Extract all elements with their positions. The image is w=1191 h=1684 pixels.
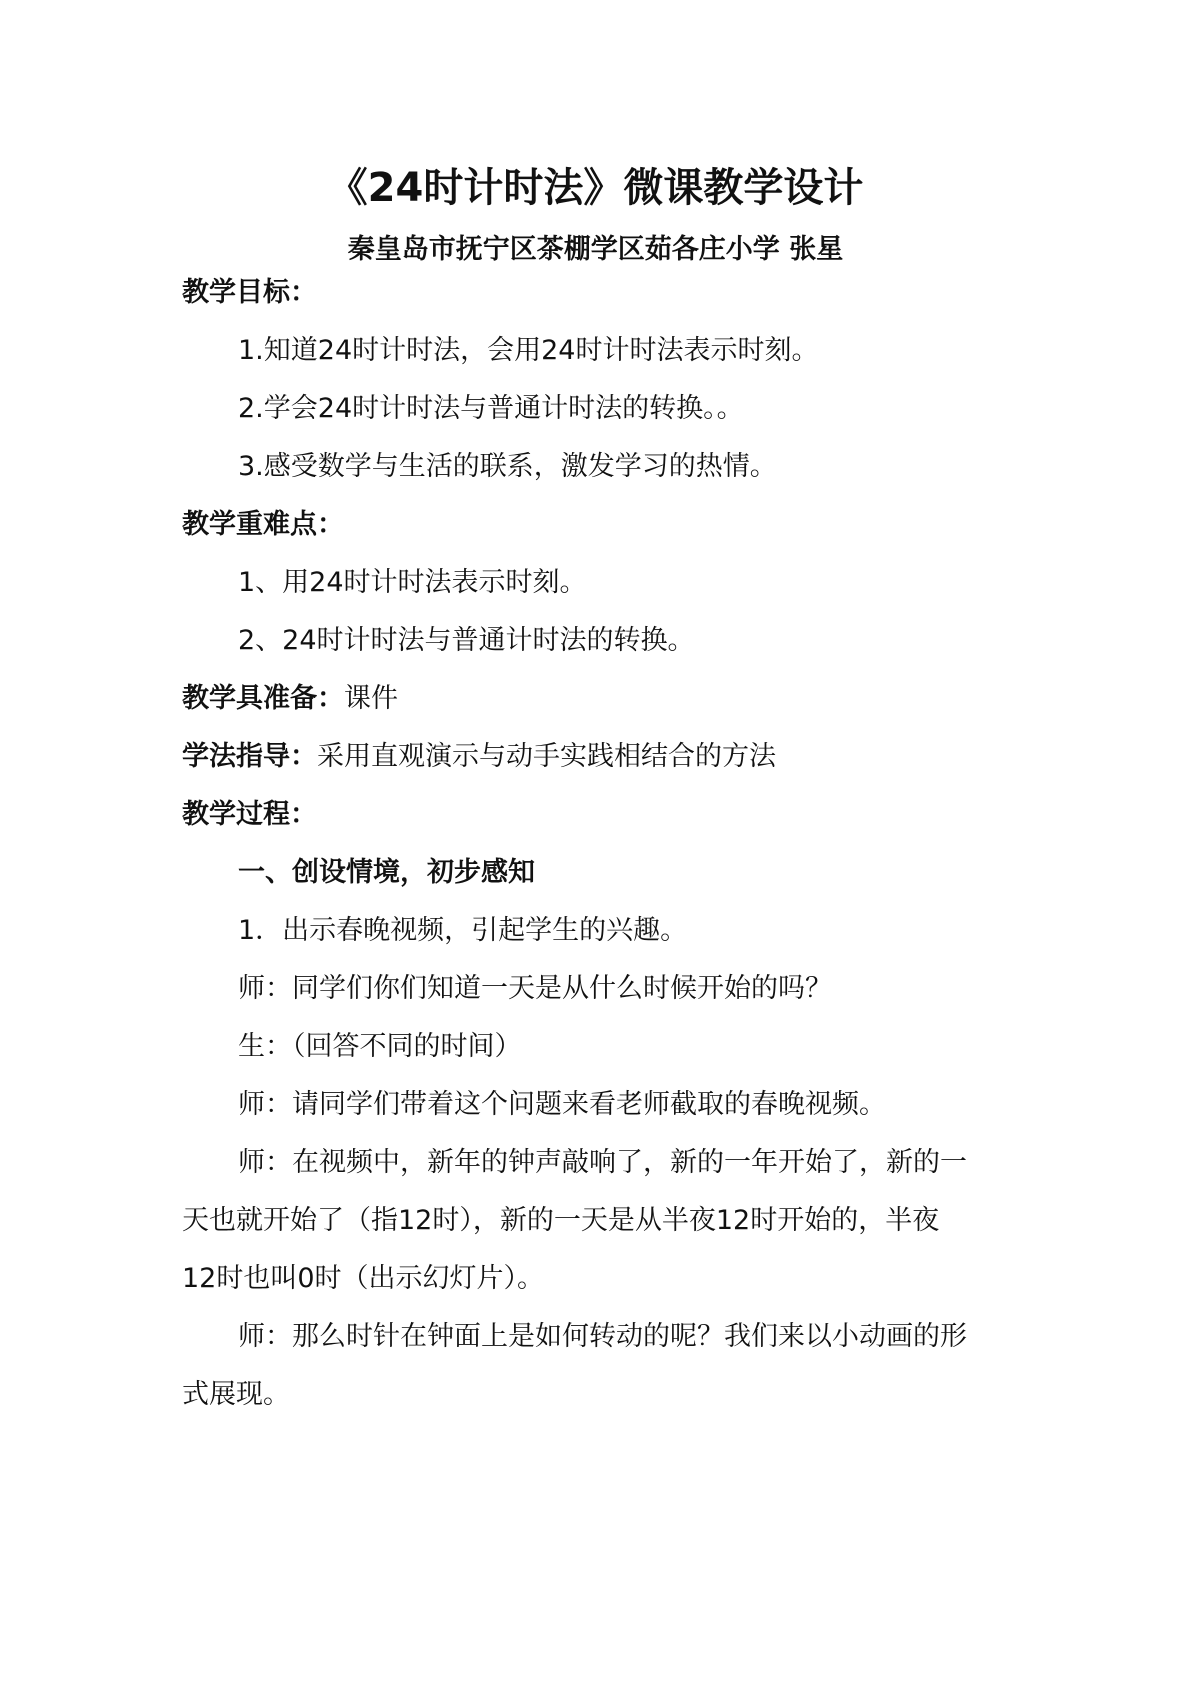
process-heading: 教学过程： (182, 799, 317, 830)
preparation-value: 课件 (344, 683, 398, 714)
document-title: 《24时计时法》微课教学设计 (327, 165, 864, 211)
process-paragraph-line: 生：（回答不同的时间） (238, 1031, 522, 1062)
process-paragraph-line: 师：在视频中，新年的钟声敲响了，新的一年开始了，新的一 (238, 1147, 967, 1178)
method-value: 采用直观演示与动手实践相结合的方法 (317, 741, 776, 772)
objectives-heading: 教学目标： (182, 277, 317, 308)
objective-item: 3.感受数学与生活的联系，激发学习的热情。 (238, 451, 777, 482)
author-line: 秦皇岛市抚宁区茶棚学区茹各庄小学 张星 (347, 234, 844, 265)
process-paragraph-line: 12时也叫0时（出示幻灯片）。 (182, 1263, 545, 1294)
objective-item: 2.学会24时计时法与普通计时法的转换。。 (238, 393, 744, 424)
preparation-label: 教学具准备： (182, 683, 344, 714)
key-points-heading: 教学重难点： (182, 509, 344, 540)
process-paragraph-line: 师：同学们你们知道一天是从什么时候开始的吗？ (238, 973, 832, 1004)
method-label: 学法指导： (182, 741, 317, 772)
key-point-item: 2、24时计时法与普通计时法的转换。 (238, 625, 695, 656)
process-paragraph-line: 1．出示春晚视频，引起学生的兴趣。 (238, 915, 688, 946)
process-paragraph-line: 师：请同学们带着这个问题来看老师截取的春晚视频。 (238, 1089, 886, 1120)
process-paragraph-line: 天也就开始了（指12时），新的一天是从半夜12时开始的，半夜 (182, 1205, 940, 1236)
preparation-line (182, 679, 1022, 719)
process-paragraph-line: 式展现。 (182, 1379, 290, 1410)
objective-item: 1.知道24时计时法，会用24时计时法表示时刻。 (238, 335, 819, 366)
key-point-item: 1、用24时计时法表示时刻。 (238, 567, 587, 598)
section-title: 一、创设情境，初步感知 (238, 857, 535, 888)
method-line (182, 737, 1022, 777)
process-paragraph-line: 师：那么时针在钟面上是如何转动的呢？我们来以小动画的形 (238, 1321, 967, 1352)
